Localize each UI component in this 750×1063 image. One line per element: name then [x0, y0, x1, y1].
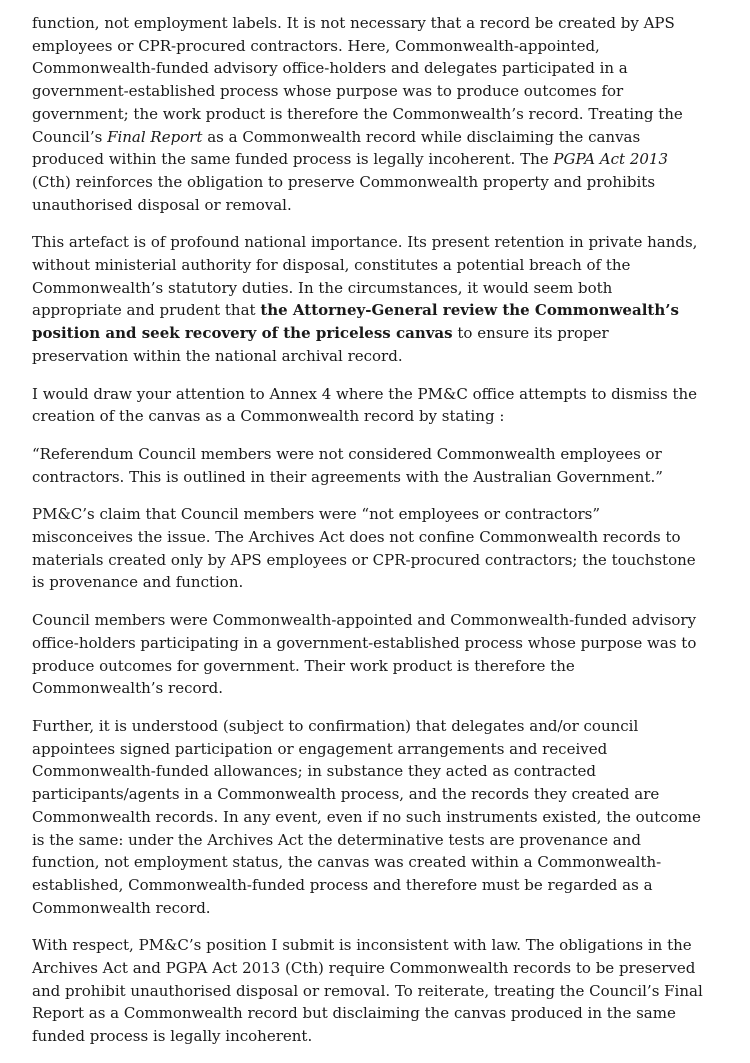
paragraph-text: PM&C’s claim that Council members were “not employees or contractors” misconceives the issue. The Archives Act does not confine Commonwealth records to materials created only by APS employees or CPR-procured contractors; the touchstone is provenance and function.: [32, 505, 696, 592]
paragraph-text: Further, it is understood (subject to confirmation) that delegates and/or council appointees signed participation or engagement arrangements and received Commonwealth-funded allowances; in substance they acted as contracted participants/agents in a Commonwealth process, and the records they created are Commonwealth records. In any event, even if no such instruments existed, the outcome is the same: under the Archives Act the determinative tests are provenance and function, not employment status, the canvas was created within a Commonwealth-established, Commonwealth-funded process and therefore must be regarded as a Commonwealth record.: [32, 716, 701, 917]
paragraph-text: to ensure its proper preservation within the national archival record.: [32, 324, 609, 365]
paragraph-text: function, not employment labels. It is not necessary that a record be created by APS employees or CPR-procured contractors. Here, Commonwealth-appointed, Commonwealth-funded advisory office-holders and delegates participated in a government-established process whose purpose was to produce outcomes for government; the work product is therefore the Commonwealth’s record. Treating the Council’s: [32, 14, 683, 146]
document-page: [32, 12, 704, 1063]
paragraph-text: With respect, PM&C’s position I submit is inconsistent with law. The obligations in the Archives Act and PGPA Act 2013 (Cth) require Commonwealth records to be preserved and prohibit unauthorised disposal or removal. To reiterate, treating the Council’s Final Report as a Commonwealth record but disclaiming the canvas produced in the same funded process is legally incoherent.: [32, 936, 703, 1046]
paragraph-5: [32, 503, 704, 594]
paragraph-text: as a Commonwealth record while disclaiming the canvas produced within the same funded process is legally incoherent. The: [32, 127, 641, 169]
bold-text: the Attorney-General review the Commonwealth’s position and seek recovery of the priceless canvas: [32, 301, 679, 343]
paragraph-2: [32, 231, 704, 367]
paragraph-text: This artefact is of profound national importance. Its present retention in private hands, without ministerial authority for disposal, constitutes a potential breach of the Commonwealth’s statutory duties. In the circumstances, it would seem both appropriate and prudent that: [32, 233, 698, 320]
paragraph-7: [32, 715, 704, 919]
paragraph-3: [32, 383, 704, 428]
paragraph-text: I would draw your attention to Annex 4 where the PM&C office attempts to dismiss the creation of the canvas as a Commonwealth record by stating :: [32, 384, 698, 426]
paragraph-text: (Cth) reinforces the obligation to preserve Commonwealth property and prohibits unauthorised disposal or removal.: [32, 172, 656, 214]
quotation-paragraph: [32, 443, 704, 488]
quotation-text: “Referendum Council members were not considered Commonwealth employees or contractors. This is outlined in their agreements with the Australian Government.”: [32, 444, 663, 486]
paragraph-1: [32, 12, 704, 216]
paragraph-text: Council members were Commonwealth-appointed and Commonwealth-funded advisory office-holders participating in a government-established process whose purpose was to produce outcomes for government. Their work product is therefore the Commonwealth’s record.: [32, 611, 697, 698]
italic-text: PGPA Act 2013: [553, 150, 669, 169]
paragraph-8: [32, 934, 704, 1048]
paragraph-6: [32, 609, 704, 700]
italic-text: Final Report: [107, 127, 203, 146]
